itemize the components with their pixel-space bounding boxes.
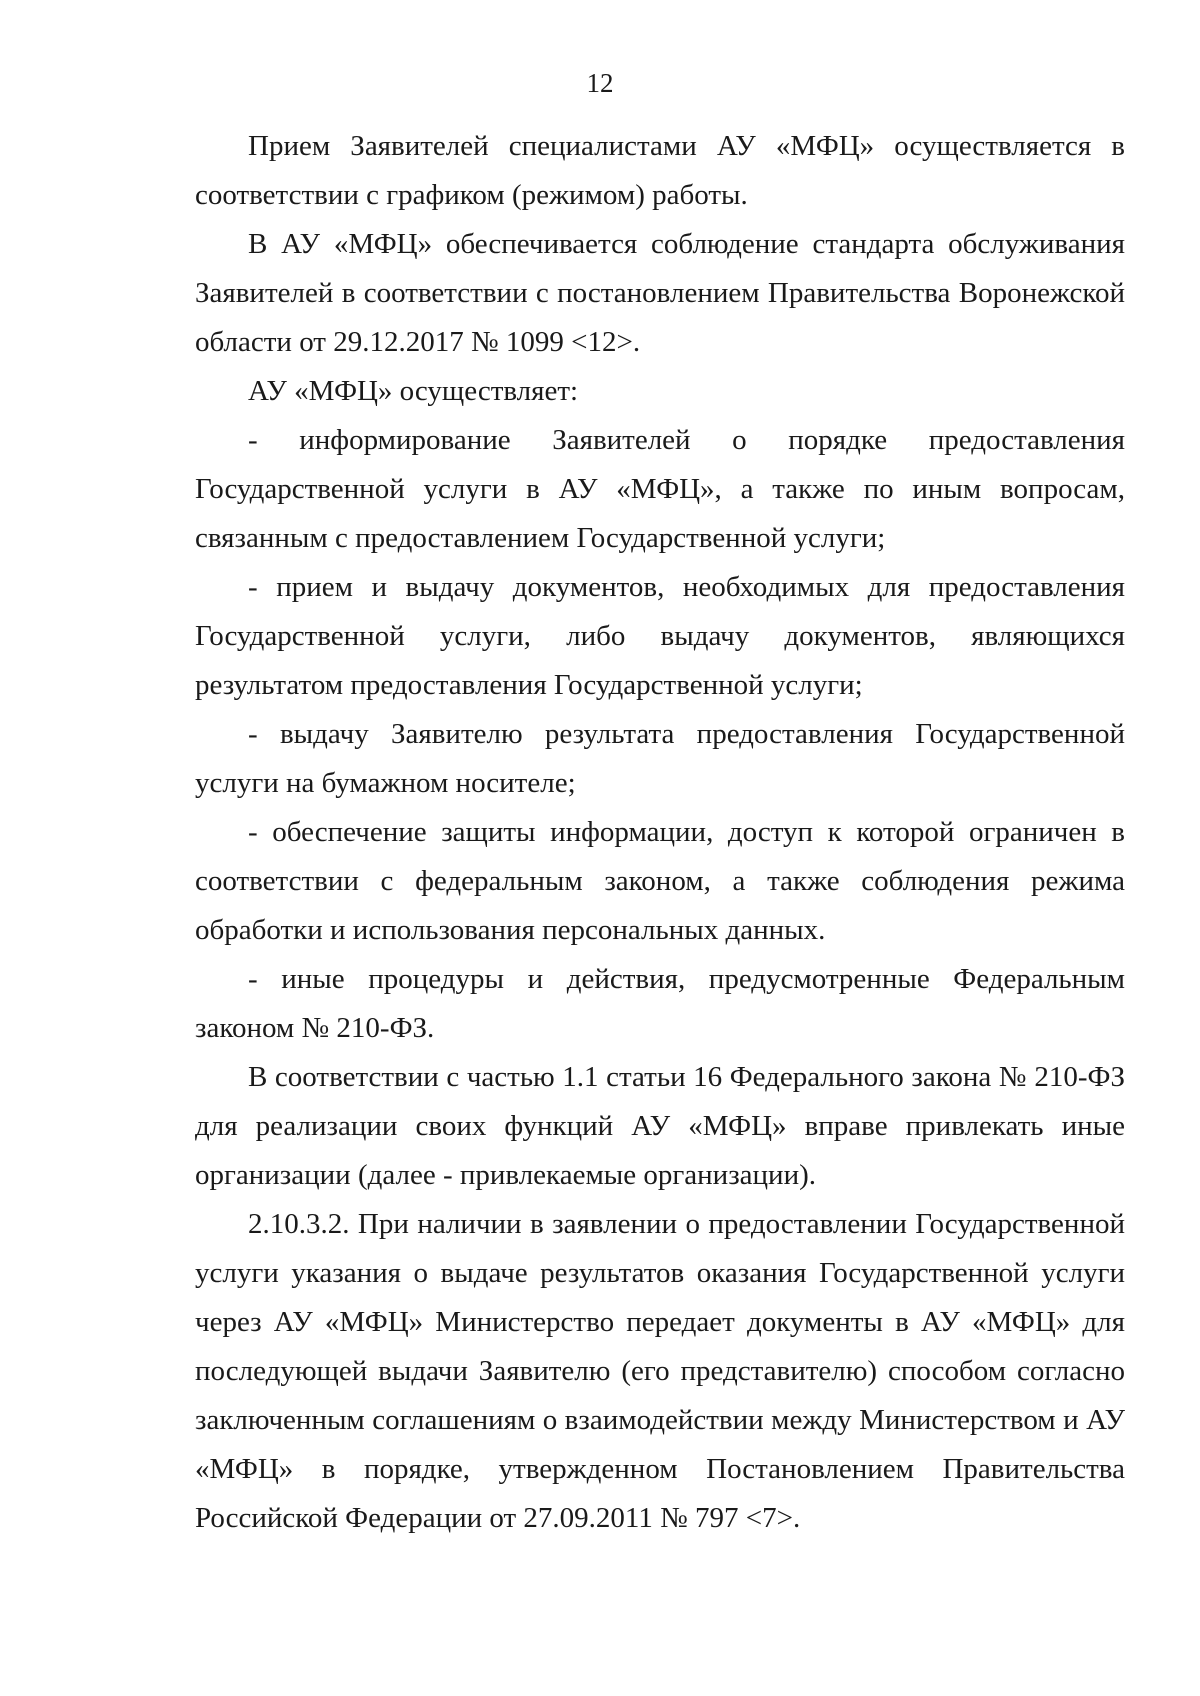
paragraph-reception-schedule: Прием Заявителей специалистами АУ «МФЦ» осуществляется в соответствии с графиком (режимом) работы.	[195, 130, 1125, 211]
list-item-informing: - информирование Заявителей о порядке предоставления Государственной услуги в АУ «МФЦ», а также по иным вопросам, связанным с предоставлением Государственной услуги;	[195, 424, 1125, 554]
paragraph-involved-organizations: В соответствии с частью 1.1 статьи 16 Федерального закона № 210-ФЗ для реализации своих функций АУ «МФЦ» вправе привлекать иные организации (далее - привлекаемые организации).	[195, 1061, 1125, 1191]
paragraph-mfc-functions-intro: АУ «МФЦ» осуществляет:	[248, 375, 579, 407]
list-item-result-issuance: - выдачу Заявителю результата предоставления Государственной услуги на бумажном носителе;	[195, 718, 1125, 799]
list-item-data-protection: - обеспечение защиты информации, доступ к которой ограничен в соответствии с федеральным законом, а также соблюдения режима обработки и использования персональных данных.	[195, 816, 1125, 946]
document-body	[195, 122, 1125, 1543]
list-item-other-procedures: - иные процедуры и действия, предусмотренные Федеральным законом № 210-ФЗ.	[195, 963, 1125, 1044]
page-number: 12	[586, 68, 614, 98]
paragraph-service-standard: В АУ «МФЦ» обеспечивается соблюдение стандарта обслуживания Заявителей в соответствии с постановлением Правительства Воронежской области от 29.12.2017 № 1099 <12>.	[195, 228, 1125, 358]
paragraph-section-2-10-3-2: 2.10.3.2. При наличии в заявлении о предоставлении Государственной услуги указания о выдаче результатов оказания Государственной услуги через АУ «МФЦ» Министерство передает документы в АУ «МФЦ» для последующей выдачи Заявителю (его представителю) способом согласно заключенным соглашениям о взаимодействии между Министерством и АУ «МФЦ» в порядке, утвержденном Постановлением Правительства Российской Федерации от 27.09.2011 № 797 <7>.	[195, 1208, 1125, 1534]
list-item-document-intake: - прием и выдачу документов, необходимых для предоставления Государственной услуги, либо выдачу документов, являющихся результатом предоставления Государственной услуги;	[195, 571, 1125, 701]
